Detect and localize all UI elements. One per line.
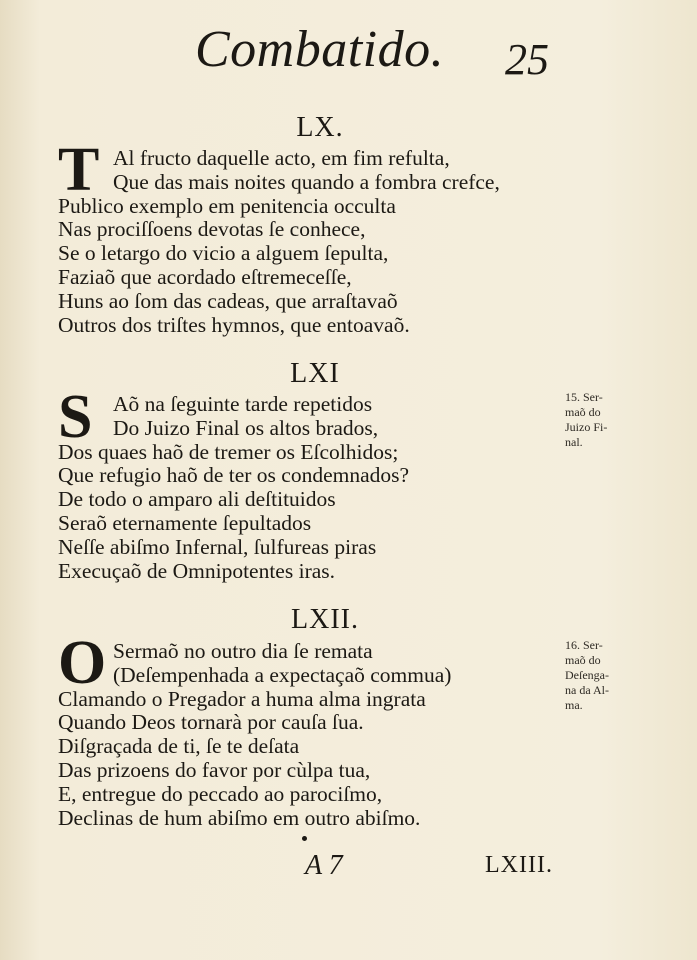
verse-line: Nas prociſſoens devotas ſe conhece, — [58, 217, 366, 242]
margin-note-line: maõ do — [565, 405, 601, 419]
verse-line: Se o letargo do vicio a alguem ſepulta, — [58, 241, 389, 266]
stanza-lxi — [58, 383, 548, 583]
drop-cap: O — [58, 629, 107, 697]
verse-line: (Deſempenhada a expectaçaõ commua) — [113, 662, 452, 687]
drop-cap: T — [58, 136, 100, 204]
stanza-number: LXI — [290, 358, 340, 389]
verse-line: Faziaõ que acordado eſtremeceſſe, — [58, 264, 352, 289]
verse-line: Do Juizo Final os altos brados, — [113, 415, 379, 440]
page-number: 25 — [505, 35, 549, 84]
margin-note — [565, 638, 647, 713]
verse-line: Huns ao ſom das cadeas, que arraſtavaõ — [58, 288, 398, 313]
margin-note-line: 15. Ser- — [565, 390, 603, 404]
margin-note-line: Deſenga- — [565, 668, 609, 682]
verse-line: Quando Deos tornarà por cauſa ſua. — [58, 710, 364, 735]
verse-line: Neſſe abiſmo Infernal, ſulfureas piras — [58, 534, 377, 559]
margin-note — [565, 390, 647, 450]
margin-note-line: Juizo Fi- — [565, 420, 608, 434]
margin-note-line: maõ do — [565, 653, 601, 667]
margin-note-line: 16. Ser- — [565, 638, 603, 652]
verse-line: Seraõ eternamente ſepultados — [58, 510, 312, 535]
verse-line: De todo o amparo ali deſtituidos — [58, 487, 336, 512]
verse-line: Sermaõ no outro dia ſe remata — [113, 639, 373, 663]
verse-line: Que refugio haõ de ter os condemnados? — [58, 463, 410, 488]
drop-cap: S — [58, 383, 93, 451]
verse-line: Publico exemplo em penitencia occulta — [58, 193, 396, 218]
printer-dot — [302, 836, 307, 841]
verse-line: Execuçaõ de Omnipotentes iras. — [58, 558, 336, 583]
stanza-lx — [58, 136, 548, 337]
signature-mark: A 7 — [305, 850, 343, 881]
stanza-number: LXII. — [291, 604, 359, 635]
verse-line: Que das mais noites quando a fombra crefce, — [113, 169, 500, 194]
margin-note-line: na da Al- — [565, 683, 609, 697]
verse-line: Dos quaes haõ de tremer os Eſcolhidos; — [58, 439, 399, 464]
verse-line: Declinas de hum abiſmo em outro abiſmo. — [58, 805, 421, 830]
verse-line: Aõ na ſeguinte tarde repetidos — [113, 392, 373, 416]
verse-line: Diſgraçada de ti, ſe te deſata — [58, 734, 300, 759]
verse-line: Clamando o Pregador a huma alma ingrata — [58, 686, 426, 711]
stanza-number: LX. — [296, 112, 344, 143]
catchword: LXIII. — [485, 852, 553, 878]
verse-line: Outros dos triſtes hymnos, que entoavaõ. — [58, 312, 410, 337]
stanza-lxii — [58, 629, 548, 830]
verse-line: E, entregue do peccado ao parociſmo, — [58, 781, 383, 806]
margin-note-line: ma. — [565, 698, 583, 712]
margin-note-line: nal. — [565, 435, 583, 449]
verse-line: Das prizoens do favor por cùlpa tua, — [58, 757, 371, 782]
verse-line: Al fructo daquelle acto, em fim refulta, — [113, 146, 450, 170]
running-head: Combatido. — [195, 21, 445, 78]
